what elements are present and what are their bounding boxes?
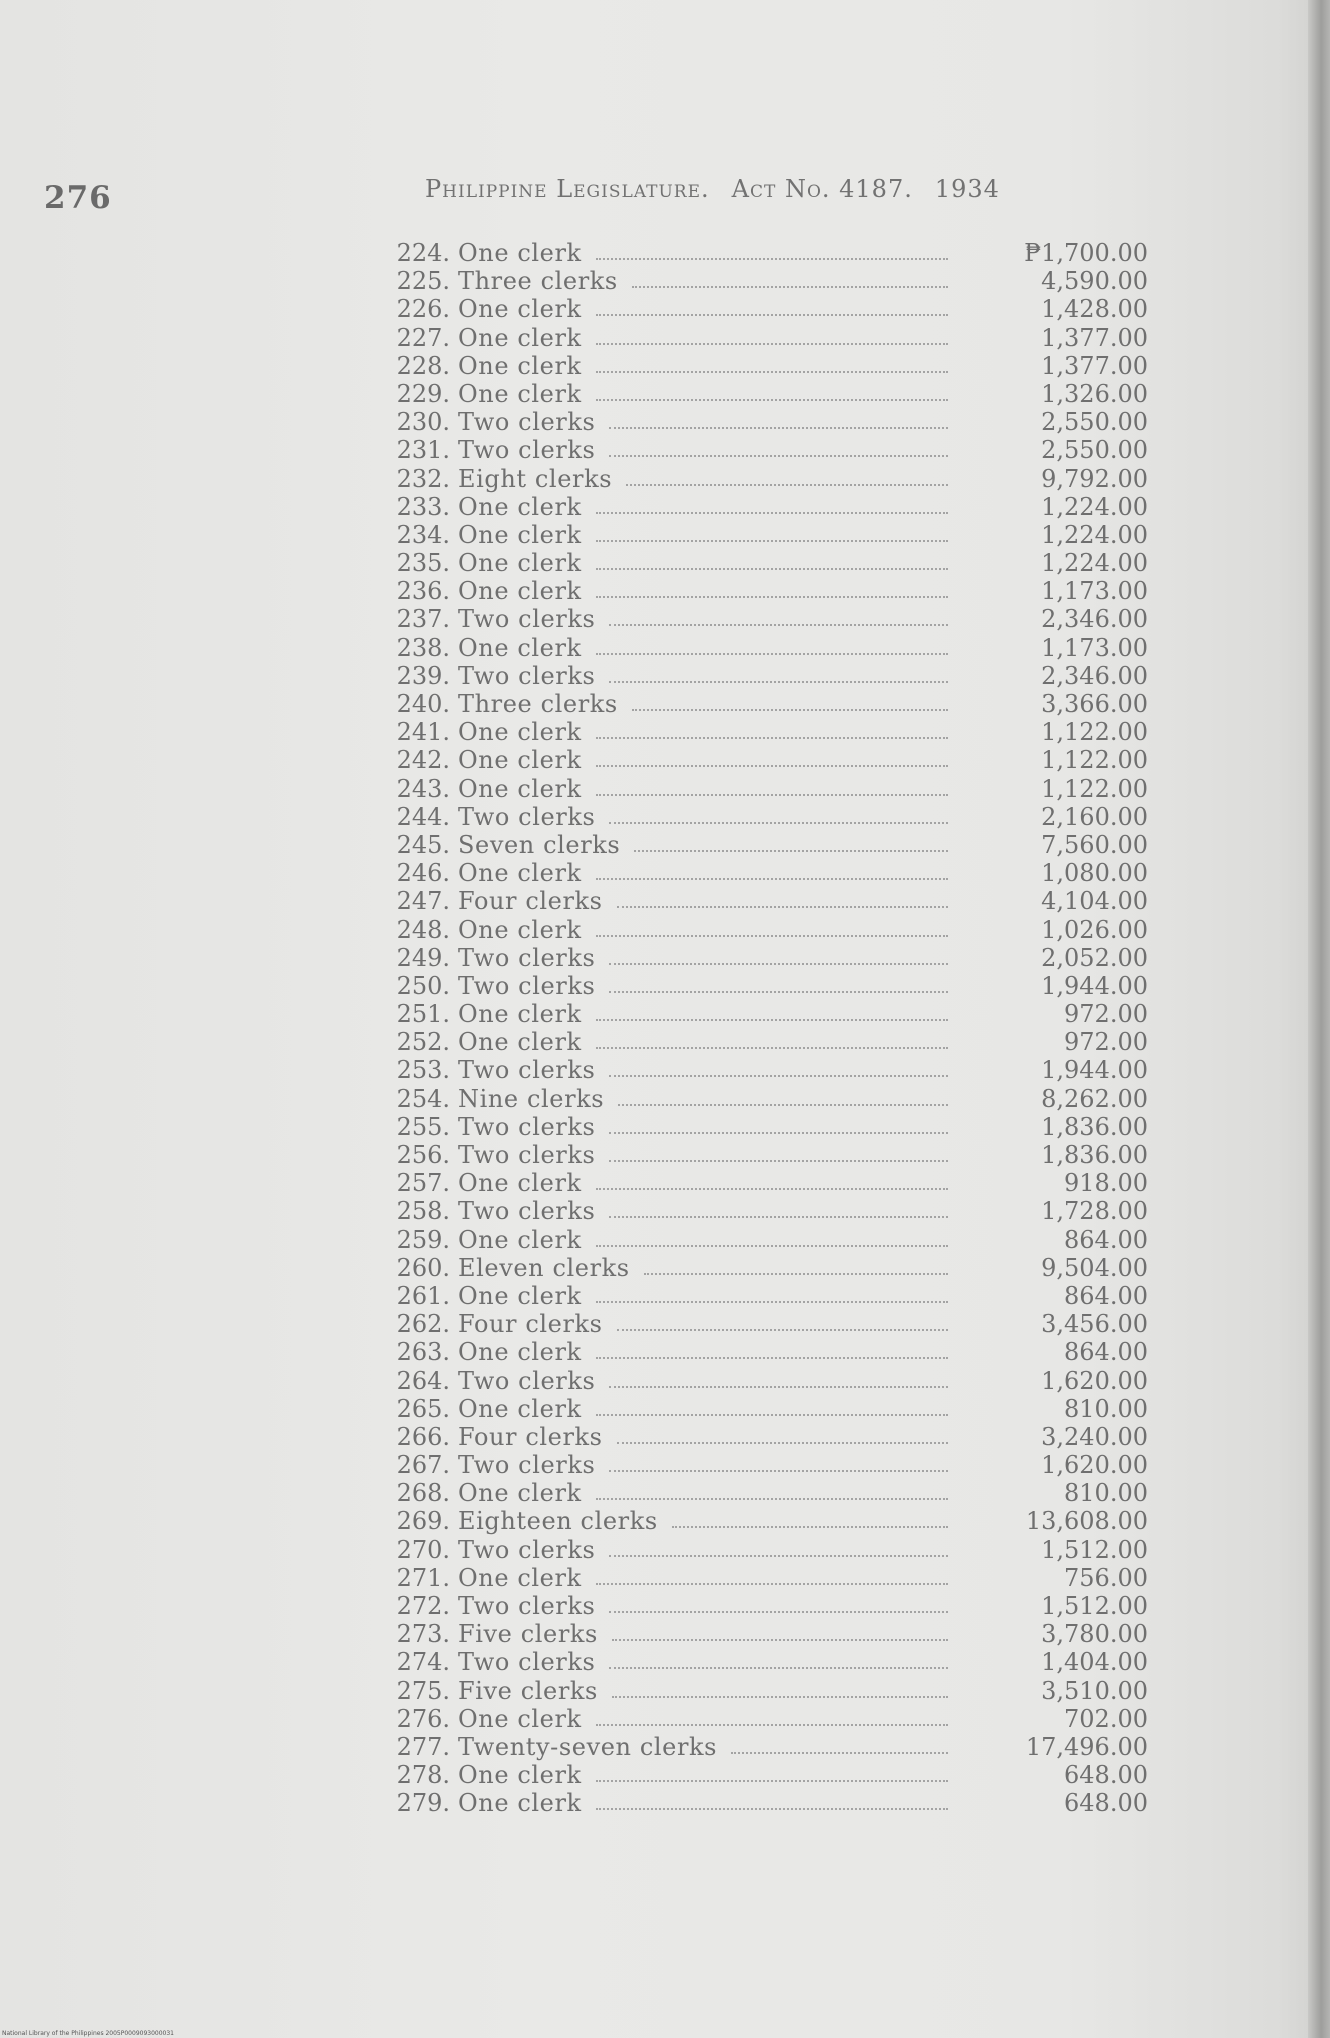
item-label: Nine clerks (458, 1084, 605, 1113)
item-number: 227. (396, 323, 450, 352)
item-label: Two clerks (458, 1112, 596, 1141)
item-label: One clerk (458, 915, 582, 944)
item-amount: 1,404.00 (1041, 1648, 1148, 1677)
item-amount: 1,224.00 (1041, 520, 1148, 549)
item-label: One clerk (458, 1000, 582, 1029)
item-number: 257. (396, 1169, 450, 1198)
item-label: Two clerks (458, 1056, 596, 1085)
item-amount: 972.00 (1064, 1000, 1148, 1029)
item-number: 233. (396, 492, 450, 521)
item-amount: 1,377.00 (1041, 351, 1148, 380)
list-item (388, 718, 1148, 746)
dot-leader (618, 1104, 948, 1106)
item-label: One clerk (458, 1704, 582, 1733)
item-label: Two clerks (458, 1451, 596, 1480)
list-item (388, 1479, 1148, 1507)
dot-leader (596, 399, 948, 401)
item-label: One clerk (458, 239, 582, 267)
item-label: One clerk (458, 859, 582, 888)
dot-leader (596, 1583, 948, 1585)
list-item (388, 1028, 1148, 1056)
list-item (388, 1338, 1148, 1366)
list-item (388, 746, 1148, 774)
item-number: 250. (396, 971, 450, 1000)
item-number: 266. (396, 1422, 450, 1451)
dot-leader (596, 596, 948, 598)
dot-leader (596, 935, 948, 937)
item-label: Two clerks (458, 408, 596, 437)
item-amount: 1,836.00 (1041, 1112, 1148, 1141)
dot-leader (596, 568, 948, 570)
item-label: Two clerks (458, 802, 596, 831)
list-item (388, 1423, 1148, 1451)
item-amount: 1,080.00 (1041, 859, 1148, 888)
item-amount: 1,428.00 (1041, 295, 1148, 324)
item-label: Four clerks (458, 1310, 603, 1339)
dot-leader (596, 1357, 948, 1359)
list-item (388, 1677, 1148, 1705)
item-number: 239. (396, 661, 450, 690)
item-amount: 3,456.00 (1041, 1310, 1148, 1339)
list-item (388, 521, 1148, 549)
dot-leader (596, 1780, 948, 1782)
list-item (388, 605, 1148, 633)
item-number: 249. (396, 943, 450, 972)
list-item (388, 634, 1148, 662)
dot-leader (609, 1470, 948, 1472)
dot-leader (634, 850, 948, 852)
item-label: One clerk (458, 1789, 582, 1818)
item-number: 256. (396, 1141, 450, 1169)
list-item (388, 1705, 1148, 1733)
item-label: Two clerks (458, 1141, 596, 1169)
list-item (388, 1141, 1148, 1169)
list-item (388, 465, 1148, 493)
item-label: Two clerks (458, 943, 596, 972)
item-number: 254. (396, 1084, 450, 1113)
item-amount: 9,792.00 (1041, 464, 1148, 493)
item-number: 248. (396, 915, 450, 944)
item-number: 275. (396, 1676, 450, 1705)
item-amount: 1,224.00 (1041, 549, 1148, 578)
item-number: 265. (396, 1394, 450, 1423)
dot-leader (609, 427, 948, 429)
item-amount: 1,620.00 (1041, 1366, 1148, 1395)
list-item (388, 239, 1148, 267)
item-label: Twenty-seven clerks (458, 1732, 718, 1761)
item-amount: 4,104.00 (1041, 887, 1148, 916)
dot-leader (596, 1245, 948, 1247)
item-amount: 8,262.00 (1041, 1084, 1148, 1113)
item-number: 278. (396, 1761, 450, 1790)
item-number: 271. (396, 1563, 450, 1592)
item-number: 241. (396, 718, 450, 747)
list-item (388, 1226, 1148, 1254)
item-label: One clerk (458, 746, 582, 775)
item-number: 259. (396, 1225, 450, 1254)
dot-leader (596, 878, 948, 880)
item-number: 243. (396, 774, 450, 803)
item-amount: 1,512.00 (1041, 1535, 1148, 1564)
item-number: 279. (396, 1789, 450, 1818)
item-amount: 1,122.00 (1041, 746, 1148, 775)
dot-leader (596, 1047, 948, 1049)
list-item (388, 859, 1148, 887)
item-number: 268. (396, 1479, 450, 1508)
item-amount: 864.00 (1064, 1338, 1148, 1367)
item-amount: 1,620.00 (1041, 1451, 1148, 1480)
dot-leader (617, 1329, 948, 1331)
item-label: One clerk (458, 1338, 582, 1367)
item-number: 228. (396, 351, 450, 380)
item-label: One clerk (458, 718, 582, 747)
item-number: 245. (396, 830, 450, 859)
dot-leader (596, 1724, 948, 1726)
list-item (388, 972, 1148, 1000)
item-amount: ₱1,700.00 (1024, 239, 1148, 267)
list-item (388, 1197, 1148, 1225)
list-item (388, 1789, 1148, 1817)
item-number: 277. (396, 1732, 450, 1761)
item-label: Two clerks (458, 1648, 596, 1677)
list-item (388, 352, 1148, 380)
list-item (388, 380, 1148, 408)
dot-leader (596, 765, 948, 767)
item-amount: 1,377.00 (1041, 323, 1148, 352)
item-number: 229. (396, 379, 450, 408)
item-amount: 3,780.00 (1041, 1620, 1148, 1649)
item-amount: 1,326.00 (1041, 379, 1148, 408)
item-label: One clerk (458, 774, 582, 803)
act-number: Act No. 4187. (731, 175, 913, 203)
item-number: 236. (396, 577, 450, 606)
list-item (388, 887, 1148, 915)
item-label: Three clerks (458, 690, 618, 718)
dot-leader (609, 1611, 948, 1613)
dot-leader (596, 1188, 948, 1190)
item-label: Eighteen clerks (458, 1507, 658, 1536)
dot-leader (596, 737, 948, 739)
item-label: Eleven clerks (458, 1253, 630, 1282)
dot-leader (609, 1075, 948, 1077)
item-number: 274. (396, 1648, 450, 1677)
item-amount: 2,346.00 (1041, 605, 1148, 634)
item-label: Two clerks (458, 1535, 596, 1564)
item-label: One clerk (458, 1563, 582, 1592)
item-number: 226. (396, 295, 450, 324)
list-item (388, 1564, 1148, 1592)
item-label: One clerk (458, 1761, 582, 1790)
item-number: 273. (396, 1620, 450, 1649)
item-number: 253. (396, 1056, 450, 1085)
item-number: 235. (396, 549, 450, 578)
item-amount: 9,504.00 (1041, 1253, 1148, 1282)
item-amount: 864.00 (1064, 1281, 1148, 1310)
item-label: Two clerks (458, 1197, 596, 1226)
item-amount: 756.00 (1064, 1563, 1148, 1592)
running-head (425, 175, 1000, 203)
item-number: 251. (396, 1000, 450, 1029)
dot-leader (731, 1752, 948, 1754)
item-label: Two clerks (458, 971, 596, 1000)
item-number: 230. (396, 408, 450, 437)
item-number: 263. (396, 1338, 450, 1367)
item-amount: 4,590.00 (1041, 267, 1148, 296)
item-amount: 2,052.00 (1041, 943, 1148, 972)
list-item (388, 493, 1148, 521)
item-label: One clerk (458, 1394, 582, 1423)
list-item (388, 1254, 1148, 1282)
list-item (388, 408, 1148, 436)
dot-leader (626, 484, 948, 486)
item-amount: 864.00 (1064, 1225, 1148, 1254)
item-label: Two clerks (458, 661, 596, 690)
list-item (388, 1282, 1148, 1310)
item-label: One clerk (458, 549, 582, 578)
item-amount: 7,560.00 (1041, 830, 1148, 859)
dot-leader (672, 1526, 948, 1528)
item-number: 252. (396, 1028, 450, 1057)
item-number: 262. (396, 1310, 450, 1339)
list-item (388, 577, 1148, 605)
dot-leader (617, 1442, 948, 1444)
item-label: One clerk (458, 1028, 582, 1057)
dot-leader (609, 1667, 948, 1669)
item-number: 238. (396, 633, 450, 662)
item-label: Two clerks (458, 1366, 596, 1395)
list-item (388, 1536, 1148, 1564)
list-item (388, 1592, 1148, 1620)
dot-leader (596, 794, 948, 796)
dot-leader (632, 286, 948, 288)
list-item (388, 1761, 1148, 1789)
item-amount: 2,550.00 (1041, 436, 1148, 465)
item-number: 255. (396, 1112, 450, 1141)
list-item (388, 295, 1148, 323)
item-amount: 1,026.00 (1041, 915, 1148, 944)
appropriation-item-list (388, 239, 1148, 1818)
list-item (388, 436, 1148, 464)
list-item (388, 1085, 1148, 1113)
item-amount: 2,346.00 (1041, 661, 1148, 690)
item-number: 261. (396, 1281, 450, 1310)
item-number: 258. (396, 1197, 450, 1226)
item-label: One clerk (458, 633, 582, 662)
list-item (388, 1367, 1148, 1395)
list-item (388, 1507, 1148, 1535)
dot-leader (596, 314, 948, 316)
dot-leader (609, 681, 948, 683)
item-label: One clerk (458, 520, 582, 549)
page-number: 276 (44, 180, 112, 216)
item-amount: 702.00 (1064, 1704, 1148, 1733)
item-number: 247. (396, 887, 450, 916)
item-number: 264. (396, 1366, 450, 1395)
item-label: One clerk (458, 323, 582, 352)
page-edge-shadow (1308, 0, 1330, 2038)
dot-leader (609, 1386, 948, 1388)
dot-leader (596, 540, 948, 542)
item-number: 276. (396, 1704, 450, 1733)
item-amount: 972.00 (1064, 1028, 1148, 1057)
list-item (388, 267, 1148, 295)
item-number: 267. (396, 1451, 450, 1480)
item-label: One clerk (458, 1169, 582, 1198)
list-item (388, 662, 1148, 690)
item-label: One clerk (458, 351, 582, 380)
item-label: One clerk (458, 577, 582, 606)
library-stamp: National Library of the Philippines 2005P0009093000031 (2, 2030, 174, 2037)
dot-leader (609, 963, 948, 965)
list-item (388, 831, 1148, 859)
dot-leader (609, 822, 948, 824)
dot-leader (596, 1019, 948, 1021)
dot-leader (596, 1301, 948, 1303)
dot-leader (609, 991, 948, 993)
item-amount: 1,173.00 (1041, 577, 1148, 606)
list-item (388, 1395, 1148, 1423)
publication-title: Philippine Legislature. (425, 175, 710, 203)
dot-leader (609, 1216, 948, 1218)
item-amount: 648.00 (1064, 1789, 1148, 1818)
dot-leader (596, 371, 948, 373)
dot-leader (596, 1498, 948, 1500)
dot-leader (609, 1160, 948, 1162)
item-label: One clerk (458, 1479, 582, 1508)
item-amount: 1,944.00 (1041, 1056, 1148, 1085)
dot-leader (612, 1639, 948, 1641)
list-item (388, 944, 1148, 972)
item-label: Seven clerks (458, 830, 621, 859)
item-number: 234. (396, 520, 450, 549)
item-number: 269. (396, 1507, 450, 1536)
list-item (388, 1310, 1148, 1338)
item-number: 224. (396, 239, 450, 267)
item-amount: 13,608.00 (1025, 1507, 1148, 1536)
dot-leader (596, 512, 948, 514)
item-amount: 918.00 (1064, 1169, 1148, 1198)
item-amount: 3,240.00 (1041, 1422, 1148, 1451)
item-number: 272. (396, 1592, 450, 1620)
list-item (388, 1000, 1148, 1028)
item-amount: 17,496.00 (1025, 1732, 1148, 1761)
item-amount: 1,836.00 (1041, 1141, 1148, 1169)
dot-leader (596, 653, 948, 655)
item-label: Two clerks (458, 1592, 596, 1620)
item-label: Two clerks (458, 605, 596, 634)
dot-leader (596, 1808, 948, 1810)
item-label: Four clerks (458, 1422, 603, 1451)
list-item (388, 1451, 1148, 1479)
list-item (388, 1169, 1148, 1197)
item-amount: 1,122.00 (1041, 718, 1148, 747)
item-number: 225. (396, 267, 450, 296)
item-amount: 1,224.00 (1041, 492, 1148, 521)
item-number: 240. (396, 690, 450, 718)
item-number: 231. (396, 436, 450, 465)
item-amount: 1,512.00 (1041, 1592, 1148, 1620)
item-amount: 1,173.00 (1041, 633, 1148, 662)
dot-leader (609, 455, 948, 457)
item-label: One clerk (458, 1225, 582, 1254)
dot-leader (596, 1414, 948, 1416)
dot-leader (609, 624, 948, 626)
item-amount: 1,728.00 (1041, 1197, 1148, 1226)
dot-leader (596, 343, 948, 345)
item-label: Five clerks (458, 1620, 598, 1649)
item-amount: 1,944.00 (1041, 971, 1148, 1000)
dot-leader (596, 258, 948, 260)
item-number: 232. (396, 464, 450, 493)
item-label: Four clerks (458, 887, 603, 916)
list-item (388, 775, 1148, 803)
item-amount: 810.00 (1064, 1479, 1148, 1508)
dot-leader (612, 1696, 948, 1698)
item-label: Two clerks (458, 436, 596, 465)
item-label: Five clerks (458, 1676, 598, 1705)
item-amount: 648.00 (1064, 1761, 1148, 1790)
dot-leader (609, 1555, 948, 1557)
list-item (388, 1056, 1148, 1084)
item-number: 260. (396, 1253, 450, 1282)
list-item (388, 1113, 1148, 1141)
item-number: 242. (396, 746, 450, 775)
list-item (388, 549, 1148, 577)
item-label: One clerk (458, 379, 582, 408)
list-item (388, 1648, 1148, 1676)
item-label: One clerk (458, 1281, 582, 1310)
list-item (388, 1733, 1148, 1761)
list-item (388, 1620, 1148, 1648)
item-number: 244. (396, 802, 450, 831)
item-amount: 3,366.00 (1041, 690, 1148, 718)
item-amount: 2,160.00 (1041, 802, 1148, 831)
dot-leader (632, 709, 948, 711)
item-number: 270. (396, 1535, 450, 1564)
item-amount: 1,122.00 (1041, 774, 1148, 803)
item-number: 246. (396, 859, 450, 888)
year: 1934 (934, 175, 1000, 203)
dot-leader (617, 906, 948, 908)
item-label: Three clerks (458, 267, 618, 296)
dot-leader (644, 1273, 948, 1275)
item-amount: 3,510.00 (1041, 1676, 1148, 1705)
list-item (388, 324, 1148, 352)
dot-leader (609, 1132, 948, 1134)
item-amount: 2,550.00 (1041, 408, 1148, 437)
list-item (388, 803, 1148, 831)
item-amount: 810.00 (1064, 1394, 1148, 1423)
list-item (388, 916, 1148, 944)
list-item (388, 690, 1148, 718)
item-label: One clerk (458, 492, 582, 521)
item-label: One clerk (458, 295, 582, 324)
item-label: Eight clerks (458, 464, 613, 493)
item-number: 237. (396, 605, 450, 634)
